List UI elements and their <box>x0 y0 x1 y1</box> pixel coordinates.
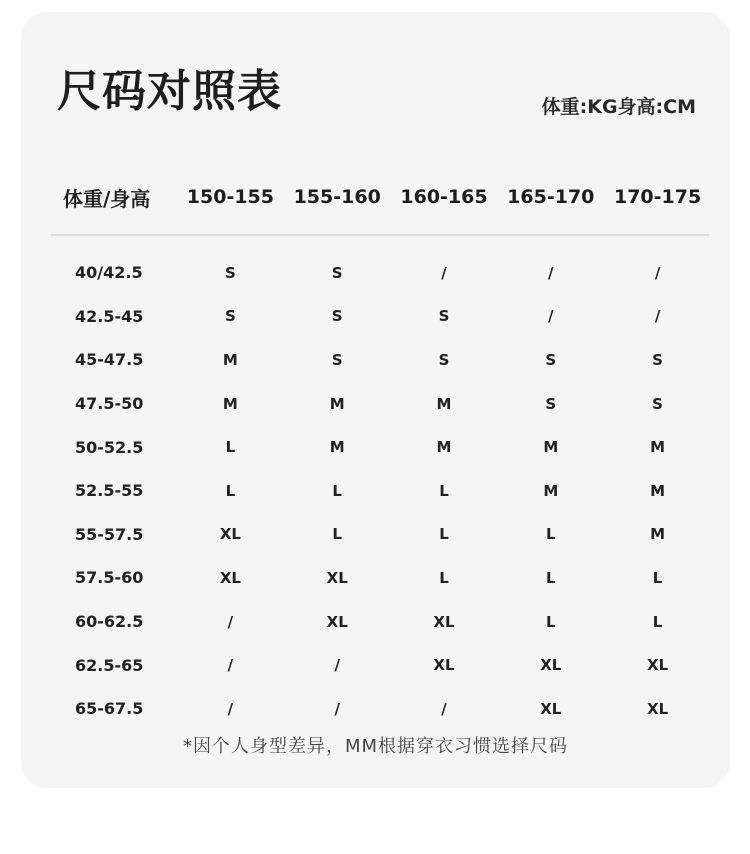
size-cell: M <box>650 525 666 544</box>
size-cell: M <box>650 438 666 457</box>
size-cell: / <box>441 699 447 718</box>
size-cell: S <box>545 394 557 413</box>
size-cell: / <box>548 307 554 326</box>
size-cell: M <box>329 394 345 413</box>
size-cell: M <box>222 394 238 413</box>
size-cell: XL <box>326 612 348 631</box>
size-cell: M <box>436 394 452 413</box>
page-title: 尺码对照表 <box>57 66 282 117</box>
table-row <box>51 600 711 644</box>
unit-note: 体重:KG身高:CM <box>541 96 696 118</box>
table-row <box>51 338 711 382</box>
size-cell: XL <box>647 656 669 675</box>
height-column-header: 155-160 <box>293 186 381 208</box>
table-row <box>51 425 711 469</box>
table-row <box>51 469 711 513</box>
weight-range-cell: 42.5-45 <box>75 306 144 326</box>
size-cell: S <box>224 263 236 282</box>
size-cell: S <box>652 350 663 369</box>
weight-range-cell: 62.5-65 <box>75 655 144 675</box>
size-cell: M <box>650 481 666 500</box>
height-column-header: 160-165 <box>400 186 488 208</box>
size-cell: XL <box>433 612 455 631</box>
size-cell: L <box>332 525 342 544</box>
size-cell: / <box>654 263 661 282</box>
size-cell: / <box>227 656 234 675</box>
weight-range-cell: 60-62.5 <box>75 612 144 632</box>
weight-range-cell: 50-52.5 <box>75 437 144 457</box>
size-cell: / <box>334 656 340 675</box>
size-cell: XL <box>326 568 348 587</box>
table-row <box>51 295 711 339</box>
table-row <box>51 643 711 687</box>
size-cell: S <box>331 350 343 369</box>
weight-range-cell: 40/42.5 <box>75 263 143 283</box>
size-cell: S <box>224 307 236 326</box>
weight-range-cell: 52.5-55 <box>75 481 144 501</box>
height-column-header: 170-175 <box>613 186 702 208</box>
size-cell: S <box>438 350 450 369</box>
size-cell: / <box>548 263 554 282</box>
size-cell: S <box>652 394 663 413</box>
table-row <box>51 556 711 600</box>
size-cell: L <box>439 525 449 544</box>
size-chart-card <box>21 12 730 788</box>
table-row <box>51 251 711 295</box>
height-column-header: 165-170 <box>507 186 595 208</box>
weight-range-cell: 57.5-60 <box>75 568 144 588</box>
size-cell: L <box>546 525 556 544</box>
size-cell: / <box>227 612 234 631</box>
size-cell: XL <box>219 568 241 587</box>
weight-range-cell: 45-47.5 <box>75 350 144 370</box>
size-cell: / <box>654 307 661 326</box>
size-cell: XL <box>647 699 669 718</box>
size-cell: L <box>439 481 449 500</box>
size-table-body <box>51 251 711 731</box>
size-cell: L <box>225 438 236 457</box>
header-divider <box>51 234 709 236</box>
size-cell: L <box>652 612 663 631</box>
size-cell: XL <box>219 525 241 544</box>
size-cell: L <box>439 568 449 587</box>
size-cell: / <box>441 263 447 282</box>
size-cell: S <box>545 350 557 369</box>
size-cell: XL <box>540 656 562 675</box>
size-cell: S <box>331 263 343 282</box>
size-cell: S <box>331 307 343 326</box>
size-cell: XL <box>540 699 562 718</box>
size-cell: / <box>227 699 234 718</box>
table-row <box>51 513 711 557</box>
size-cell: XL <box>433 656 455 675</box>
size-cell: L <box>332 481 342 500</box>
size-cell: L <box>225 481 236 500</box>
weight-range-cell: 55-57.5 <box>75 524 144 544</box>
size-cell: L <box>546 612 556 631</box>
size-cell: L <box>652 568 663 587</box>
weight-range-cell: 47.5-50 <box>75 394 144 414</box>
size-cell: M <box>436 438 452 457</box>
size-cell: M <box>222 350 238 369</box>
size-cell: M <box>543 481 559 500</box>
height-column-header: 150-155 <box>186 186 274 208</box>
table-row <box>51 382 711 426</box>
weight-range-cell: 65-67.5 <box>75 699 144 719</box>
corner-label: 体重/身高 <box>63 186 151 211</box>
table-row <box>51 687 711 731</box>
size-cell: S <box>438 307 450 326</box>
footnote: *因个人身型差异，MM根据穿衣习惯选择尺码 <box>182 736 569 757</box>
size-cell: M <box>329 438 345 457</box>
size-cell: / <box>334 699 340 718</box>
size-cell: L <box>546 568 556 587</box>
table-header-row <box>51 182 711 212</box>
size-cell: M <box>543 438 559 457</box>
